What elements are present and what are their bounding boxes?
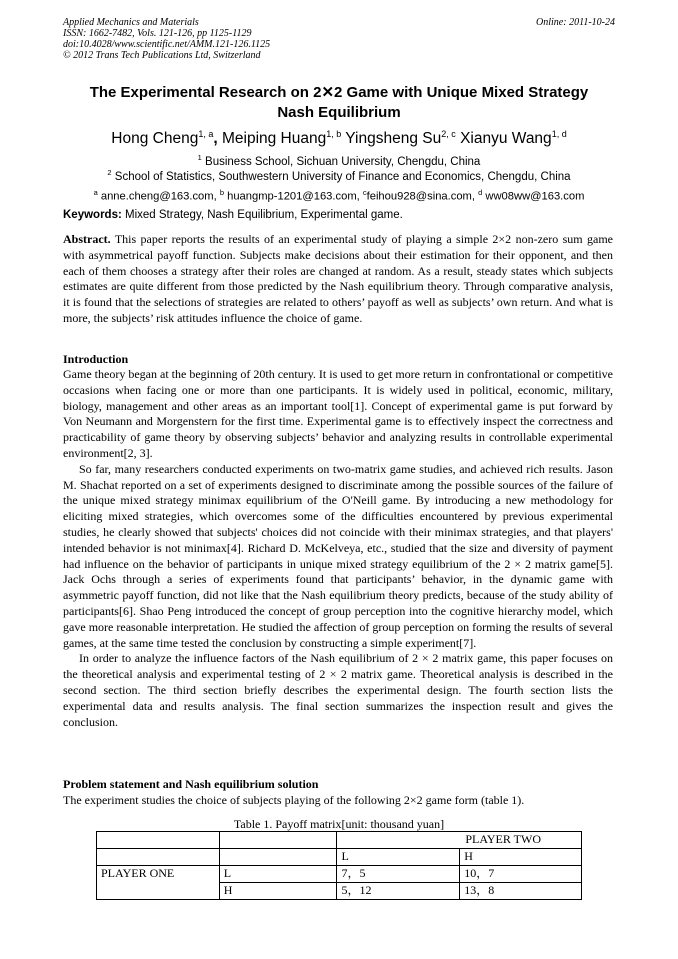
author-list: [63, 124, 615, 149]
author-name: Xianyu Wang: [460, 130, 552, 148]
affiliation-2: [63, 165, 615, 185]
introduction-body: [63, 367, 613, 730]
email-address[interactable]: huangmp-1201@163.com,: [227, 190, 363, 203]
email-mark: c: [362, 188, 367, 197]
section-heading-introduction: Introduction: [63, 352, 129, 366]
table-cell-empty: [97, 832, 220, 849]
email-mark: a: [93, 188, 98, 197]
email-address[interactable]: anne.cheng@163.com,: [100, 190, 220, 203]
problem-paragraph-1: The experiment studies the choice of subjects playing of the following 2×2 game form (table 1).: [63, 793, 525, 807]
payoff-cell-l-l: 7，5: [337, 866, 460, 883]
author-affiliation-mark: 1, a: [198, 129, 214, 139]
abstract-text: This paper reports the results of an experimental study of playing a simple 2×2 non-zero sum game with asymmetrical payoff function. Subjects make decisions about their estimation for their opponent, and then each of them chooses a strategy after their roles are changed at random. As a result, steady states which subjects estimates are quite different from those predicted by the Nash equilibrium theory. Through comparative analysis, it is found that the selections of strategies are related to others’ payoff as well as subjects’ own return. And what is more, the subjects’ risk attitudes influence the choice of game.: [63, 232, 613, 325]
keywords-label: Keywords:: [63, 209, 122, 221]
problem-body: [63, 793, 613, 809]
author-name: Meiping Huang: [221, 130, 327, 148]
abstract: [63, 232, 613, 327]
table-cell-empty: [97, 849, 220, 866]
intro-paragraph-1: Game theory began at the beginning of 20th century. It is used to get more return in confrontational or competitive occasions when facing one or more than one participants. It is widely used in political, economic, military, biology, management and other areas as an important tool[1]. Concept of experimental game is put forward by Von Neumann and Morgenstern for the first time. Experimental game is to effectively inspect the correctness and practicability of game theory by observing subjects’ behavior and analyzing results in controllable experimental environment[2, 3].: [63, 367, 613, 460]
table-row: [97, 832, 582, 849]
paper-title: [63, 83, 615, 123]
email-address[interactable]: ww08ww@163.com: [485, 190, 585, 203]
author-separator: ,: [213, 130, 222, 148]
abstract-label: Abstract.: [63, 232, 111, 246]
payoff-cell-l-h: 10，7: [460, 866, 582, 883]
section-heading-problem: Problem statement and Nash equilibrium solution: [63, 777, 319, 791]
author-affiliation-mark: 1, d: [551, 129, 567, 139]
row-header-l: L: [219, 866, 337, 883]
email-address[interactable]: feihou928@sina.com,: [366, 190, 479, 203]
table-cell-empty: [219, 849, 337, 866]
affiliation-mark: 2: [107, 168, 112, 177]
keywords-text: Mixed Strategy, Nash Equilibrium, Experimental game.: [125, 209, 403, 221]
affiliation-text: School of Statistics, Southwestern University of Finance and Economics, Chengdu, China: [114, 170, 571, 183]
author-affiliation-mark: 1, b: [326, 129, 342, 139]
journal-header: [63, 17, 270, 61]
keywords: [63, 208, 615, 223]
author-emails: [63, 186, 615, 204]
table-cell-empty: [219, 832, 337, 849]
affiliation-text: Business School, Sichuan University, Chengdu, China: [205, 155, 481, 168]
table-row: [97, 866, 582, 883]
intro-paragraph-2: So far, many researchers conducted experiments on two-matrix game studies, and achieved rich results. Jason M. Shachat reported on a set of experiments designed to discriminate among the possible sources of the failure of the unique mixed strategy minimax equilibrium of the O'Neill game. By introducing a new methodology for eliciting mixed strategies, which overcomes some of the difficulties encountered by previous experimental studies, he clearly showed that subjects' choices did not coincide with their minimax strategies, and that players' intended behavior is not minimax[4]. Richard D. McKelveya, etc., studied that the size and diversity of payment had influence on the behavior of participants in unique mixed strategy equilibrium of the 2 × 2 matrix game[5]. Jack Ochs through a series of experiments found that participants’ behavior, in the dynamic game with asymmetric payoff function, did not like that the Nash equilibrium theory predicts, because of the study ability of participants[6]. Shao Peng introduced the concept of group perception into the cognitive hierarchy model, which gave more reasonable interpretation. He studied the affection of group perception on forming the results of several games, at the same time tested the conclusion by constructing a simple experiment[7].: [63, 461, 613, 650]
title-line-2: Nash Equilibrium: [277, 104, 401, 121]
payoff-cell-h-l: 5，12: [337, 883, 460, 900]
table-caption: Table 1. Payoff matrix[unit: thousand yuan]: [233, 817, 445, 831]
intro-paragraph-3: In order to analyze the influence factors of the Nash equilibrium of 2 × 2 matrix game, this paper focuses on the theoretical analysis and experimental testing of 2 × 2 matrix game. Theoretical analysis is described in the second section. The third section briefly describes the experimental design. The fourth section lists the experimental data and results analysis. The final section summarizes the inspection result and gives the conclusion.: [63, 651, 613, 729]
column-header-h: H: [460, 849, 582, 866]
journal-doi: doi:10.4028/www.scientific.net/AMM.121-126.1125: [63, 39, 271, 50]
email-mark: d: [478, 188, 483, 197]
payoff-matrix-table: [96, 831, 582, 900]
affiliation-mark: 1: [197, 153, 202, 162]
player-one-header: PLAYER ONE: [97, 866, 220, 900]
email-mark: b: [219, 188, 224, 197]
column-header-l: L: [337, 849, 460, 866]
table-row: [97, 849, 582, 866]
journal-name: Applied Mechanics and Materials: [63, 17, 199, 28]
payoff-cell-h-h: 13，8: [460, 883, 582, 900]
author-name: Yingsheng Su: [345, 130, 442, 148]
online-date: Online: 2011-10-24: [536, 17, 615, 28]
journal-copyright: © 2012 Trans Tech Publications Ltd, Switzerland: [63, 50, 261, 61]
row-header-h: H: [219, 883, 337, 900]
journal-issn: ISSN: 1662-7482, Vols. 121-126, pp 1125-1129: [63, 28, 252, 39]
title-line-1: The Experimental Research on 2✕2 Game with Unique Mixed Strategy: [89, 84, 589, 101]
author-affiliation-mark: 2, c: [441, 129, 456, 139]
author-name: Hong Cheng: [111, 130, 199, 148]
player-two-header: PLAYER TWO: [337, 832, 582, 849]
